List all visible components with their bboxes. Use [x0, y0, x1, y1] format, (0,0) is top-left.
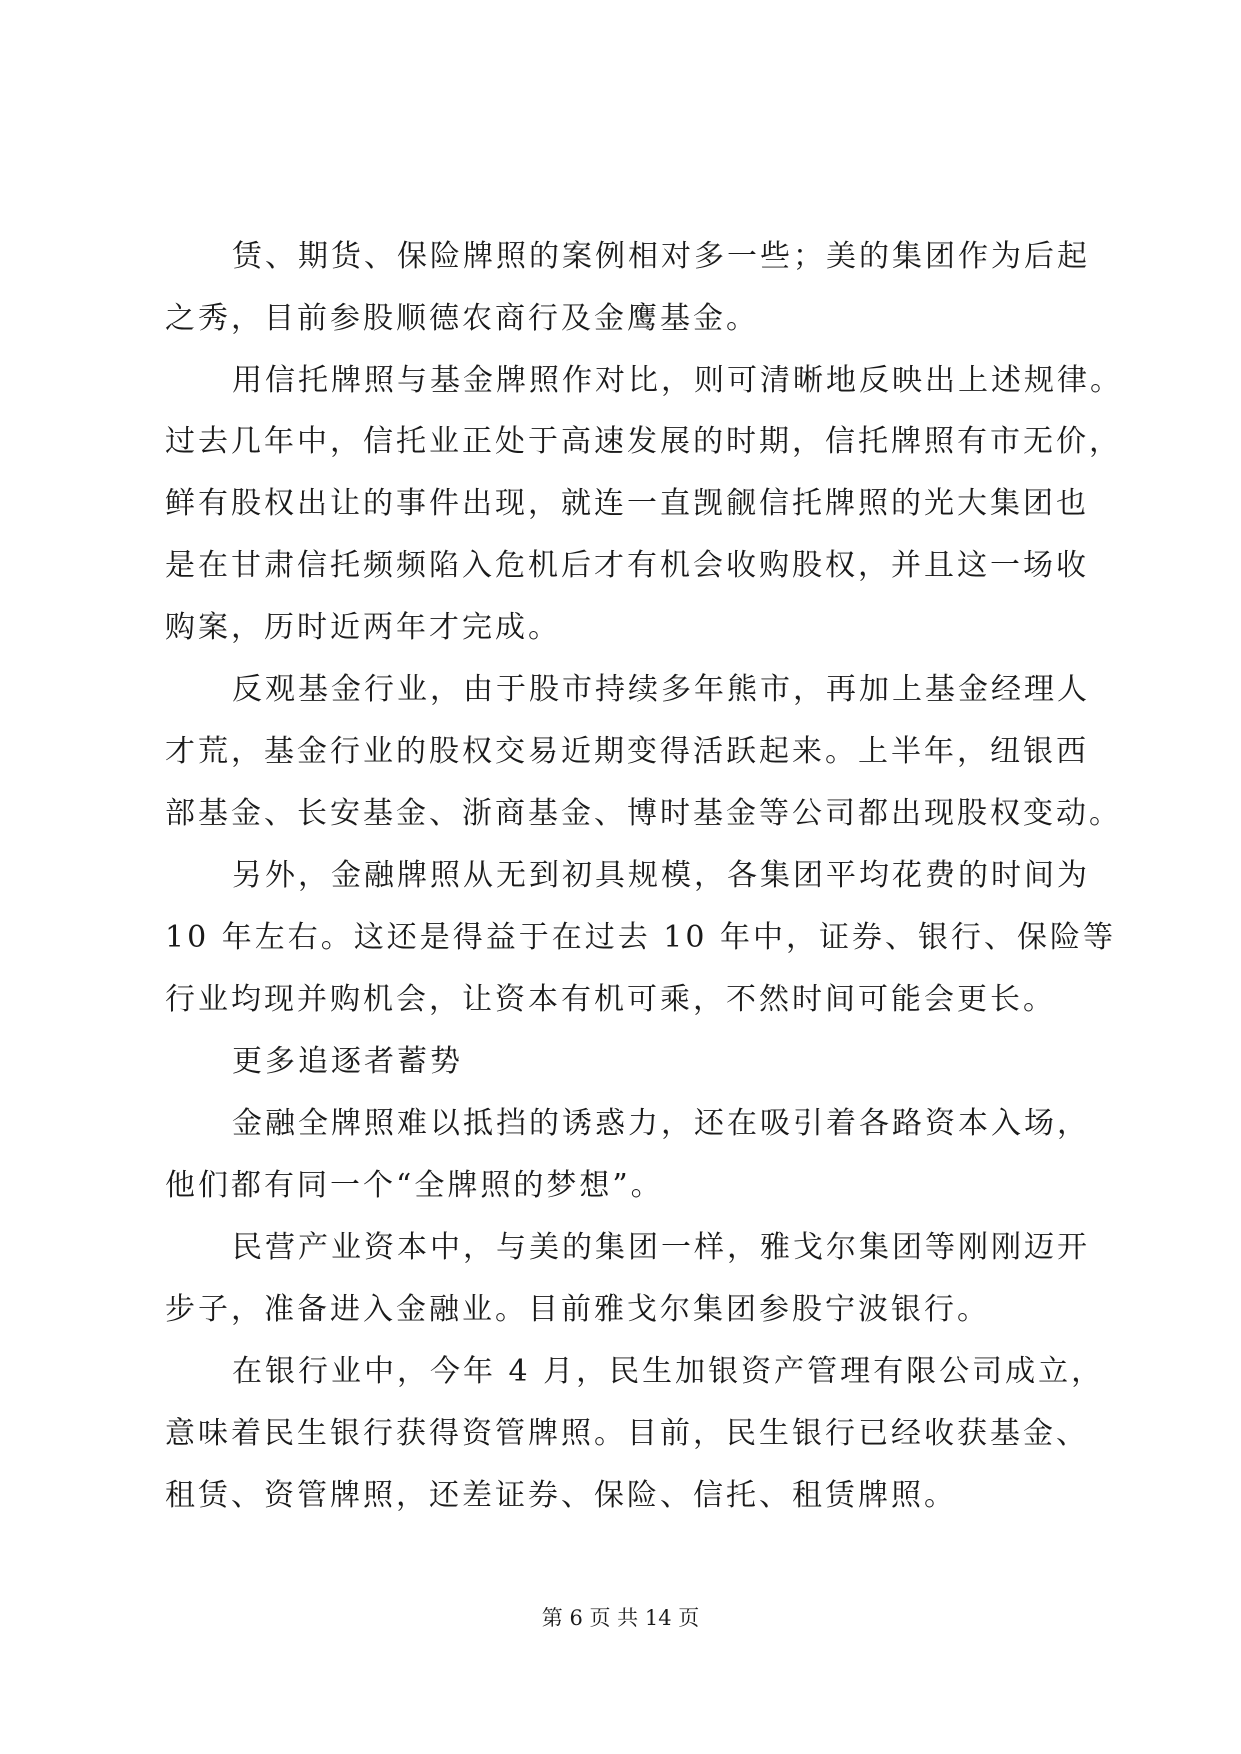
- text-line: 民营产业资本中，与美的集团一样，雅戈尔集团等刚刚迈开: [232, 1230, 1090, 1265]
- text-line: 意味着民生银行获得资管牌照。目前，民生银行已经收获基金、: [165, 1416, 1089, 1451]
- text-line: 他们都有同一个“全牌照的梦想”。: [165, 1168, 664, 1203]
- text-line: 鲜有股权出让的事件出现，就连一直觊觎信托牌照的光大集团也: [165, 486, 1089, 521]
- text-line: 行业均现并购机会，让资本有机可乘，不然时间可能会更长。: [165, 982, 1056, 1017]
- text-line: 租赁、资管牌照，还差证券、保险、信托、租赁牌照。: [165, 1478, 957, 1513]
- text-line: 购案，历时近两年才完成。: [165, 610, 561, 645]
- text-line: 步子，准备进入金融业。目前雅戈尔集团参股宁波银行。: [165, 1292, 990, 1327]
- page-footer: 第 6 页 共 14 页: [541, 1606, 700, 1630]
- text-line: 用信托牌照与基金牌照作对比，则可清晰地反映出上述规律。: [232, 363, 1123, 398]
- text-line: 部基金、长安基金、浙商基金、博时基金等公司都出现股权变动。: [165, 796, 1122, 831]
- text-line: 10 年左右。这还是得益于在过去 10 年中，证券、银行、保险等: [165, 920, 1116, 955]
- text-line: 过去几年中，信托业正处于高速发展的时期，信托牌照有市无价，: [165, 424, 1122, 459]
- text-line: 在银行业中，今年 4 月，民生加银资产管理有限公司成立，: [232, 1354, 1105, 1389]
- section-heading: 更多追逐者蓄势: [232, 1044, 463, 1079]
- text-line: 另外，金融牌照从无到初具规模，各集团平均花费的时间为: [232, 858, 1090, 893]
- text-line: 反观基金行业，由于股市持续多年熊市，再加上基金经理人: [232, 672, 1090, 707]
- text-line: 才荒，基金行业的股权交易近期变得活跃起来。上半年，纽银西: [165, 734, 1089, 769]
- text-line: 是在甘肃信托频频陷入危机后才有机会收购股权，并且这一场收: [165, 548, 1089, 583]
- text-line: 金融全牌照难以抵挡的诱惑力，还在吸引着各路资本入场，: [232, 1106, 1090, 1141]
- text-line: 之秀，目前参股顺德农商行及金鹰基金。: [165, 301, 759, 336]
- text-line: 赁、期货、保险牌照的案例相对多一些；美的集团作为后起: [232, 239, 1090, 274]
